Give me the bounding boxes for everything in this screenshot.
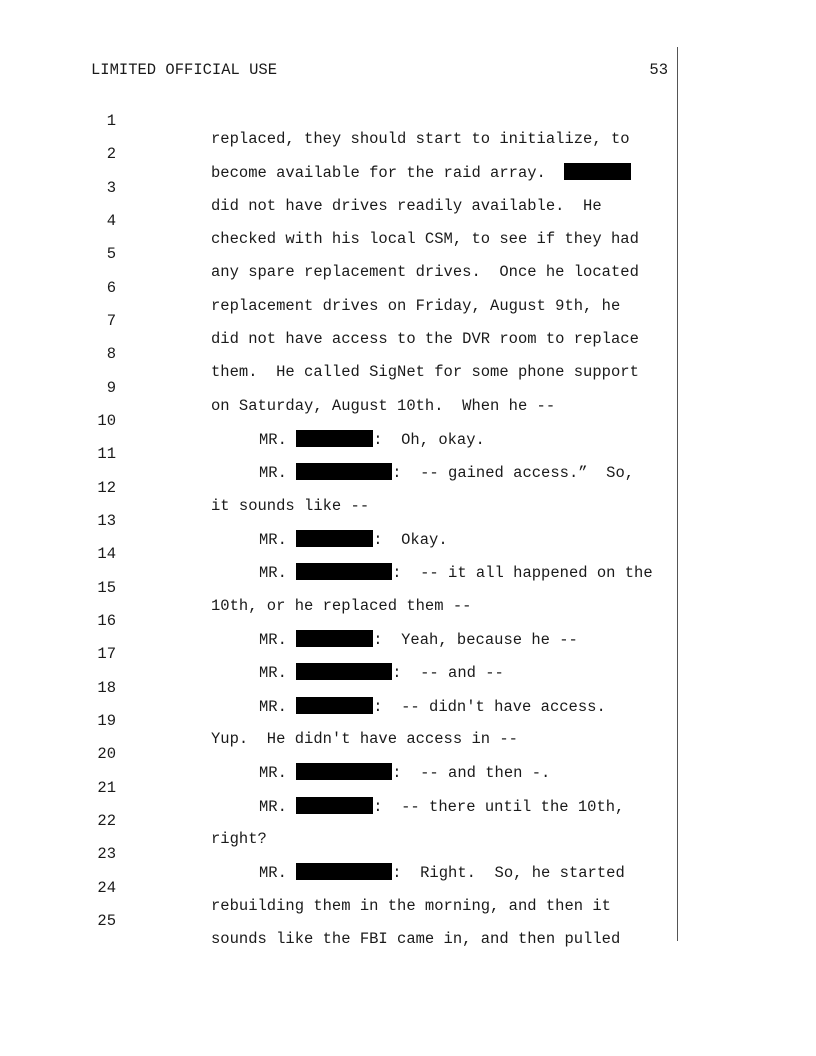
- line-number: 17: [97, 645, 116, 663]
- line-number: 14: [97, 545, 116, 563]
- line-text: replacement drives on Friday, August 9th, he: [211, 297, 621, 315]
- line-text: it sounds like --: [211, 497, 370, 515]
- line-text: did not have drives readily available. He: [211, 197, 602, 215]
- transcript-line: [0, 894, 816, 948]
- transcript-line: [0, 94, 816, 148]
- transcript-line: [0, 794, 816, 848]
- line-number: 2: [106, 145, 116, 163]
- line-number: 25: [97, 912, 116, 930]
- line-number: 22: [97, 812, 116, 830]
- speaker-text: : -- and --: [392, 664, 504, 682]
- line-text: replaced, they should start to initialize, to: [211, 130, 630, 148]
- speaker-text: : Right. So, he started: [392, 864, 625, 882]
- speaker-text: : Yeah, because he --: [373, 631, 578, 649]
- line-text: on Saturday, August 10th. When he --: [211, 397, 556, 415]
- transcript-line: [0, 694, 816, 748]
- speaker-prefix: MR.: [259, 631, 297, 649]
- transcript-line: [0, 827, 816, 882]
- speaker-text: : -- gained access.” So,: [392, 464, 635, 482]
- transcript-line: [0, 227, 816, 281]
- transcript-line: [0, 194, 816, 248]
- transcript-line: [0, 627, 816, 682]
- line-text: 10th, or he replaced them --: [211, 597, 472, 615]
- speaker-prefix: MR.: [259, 798, 297, 816]
- line-text: Yup. He didn't have access in --: [211, 730, 518, 748]
- line-number: 16: [97, 612, 116, 630]
- transcript-line: [0, 294, 816, 348]
- line-number: 23: [97, 845, 116, 863]
- line-number: 4: [106, 212, 116, 230]
- speaker-text: : -- there until the 10th,: [373, 798, 625, 816]
- transcript-line: [0, 561, 816, 615]
- line-number: 13: [97, 512, 116, 530]
- page-number: 53: [649, 61, 668, 79]
- line-number: 21: [97, 779, 116, 797]
- line-text-content: become available for the raid array.: [211, 164, 565, 182]
- transcript-line: [0, 361, 816, 415]
- transcript-line: [0, 527, 816, 582]
- line-text: sounds like the FBI came in, and then pulled: [211, 930, 621, 948]
- line-number: 10: [97, 412, 116, 430]
- transcript-line: [0, 161, 816, 215]
- transcript-line: [0, 427, 816, 482]
- speaker-prefix: MR.: [259, 431, 297, 449]
- transcript-line: [0, 861, 816, 915]
- speaker-prefix: MR.: [259, 664, 297, 682]
- transcript-line: [0, 727, 816, 782]
- speaker-prefix: MR.: [259, 764, 297, 782]
- speaker-prefix: MR.: [259, 531, 297, 549]
- transcript-line: [0, 461, 816, 515]
- line-number: 9: [106, 379, 116, 397]
- speaker-prefix: MR.: [259, 864, 297, 882]
- line-number: 11: [97, 445, 116, 463]
- transcript-line: [0, 394, 816, 449]
- line-text: them. He called SigNet for some phone support: [211, 363, 639, 381]
- speaker-text: : -- didn't have access.: [373, 698, 606, 716]
- line-number: 7: [106, 312, 116, 330]
- transcript-line: [0, 261, 816, 315]
- classification-header: LIMITED OFFICIAL USE: [91, 61, 278, 79]
- line-number: 12: [97, 479, 116, 497]
- line-text: any spare replacement drives. Once he located: [211, 263, 639, 281]
- speaker-text: : -- it all happened on the: [392, 564, 653, 582]
- line-number: 8: [106, 345, 116, 363]
- transcript-line: [0, 494, 816, 549]
- line-number: 1: [106, 112, 116, 130]
- line-number: 19: [97, 712, 116, 730]
- line-number: 15: [97, 579, 116, 597]
- speaker-prefix: MR.: [259, 464, 297, 482]
- line-number: 6: [106, 279, 116, 297]
- transcript-line: [0, 761, 816, 816]
- speaker-text: : -- and then -.: [392, 764, 551, 782]
- transcript-line: [0, 661, 816, 716]
- transcript-line: [0, 594, 816, 649]
- speaker-prefix: MR.: [259, 698, 297, 716]
- line-text: did not have access to the DVR room to replace: [211, 330, 639, 348]
- line-text: checked with his local CSM, to see if they had: [211, 230, 639, 248]
- line-number: 3: [106, 179, 116, 197]
- transcript-line: [0, 127, 816, 182]
- line-number: 20: [97, 745, 116, 763]
- speaker-text: : Oh, okay.: [373, 431, 485, 449]
- line-number: 24: [97, 879, 116, 897]
- speaker-prefix: MR.: [259, 564, 297, 582]
- line-number: 5: [106, 245, 116, 263]
- transcript-line: [0, 327, 816, 381]
- line-text: right?: [211, 830, 267, 848]
- line-text: rebuilding them in the morning, and then it: [211, 897, 611, 915]
- speaker-text: : Okay.: [373, 531, 448, 549]
- line-number: 18: [97, 679, 116, 697]
